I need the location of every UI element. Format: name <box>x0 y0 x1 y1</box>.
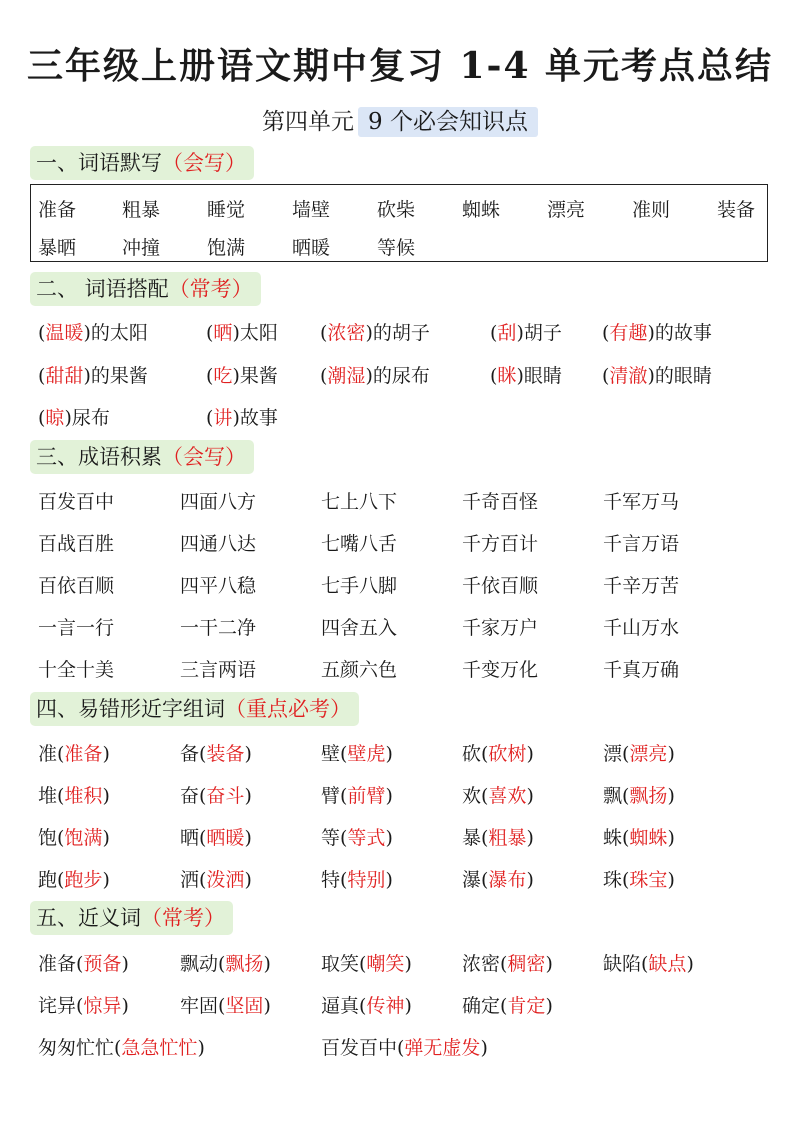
similar-char-item: 瀑(瀑布) <box>462 869 534 891</box>
pairing-item: (温暖)的太阳 <box>38 322 148 344</box>
pairing-item: (浓密)的胡子 <box>320 322 430 344</box>
idiom: 十全十美 <box>38 659 115 681</box>
idiom-row <box>38 571 778 599</box>
similar-char-item: 饱(饱满) <box>38 827 110 849</box>
synonym-row <box>38 1033 778 1061</box>
dictation-word: 准则 <box>632 199 671 221</box>
similar-char-item: 准(准备) <box>38 743 110 765</box>
synonym-item: 浓密(稠密) <box>462 953 553 975</box>
synonym-item: 取笑(嘲笑) <box>321 953 412 975</box>
section-tag: （常考） <box>168 277 253 301</box>
idiom: 三言两语 <box>180 659 257 681</box>
dictation-word: 暴晒 <box>38 237 77 259</box>
synonym-item: 牢固(坚固) <box>180 995 271 1017</box>
unit-highlight: 9 个必会知识点 <box>358 107 538 137</box>
idiom: 千变万化 <box>462 659 539 681</box>
similar-char-item: 晒(晒暖) <box>180 827 252 849</box>
dictation-word: 等候 <box>377 237 416 259</box>
idiom: 五颜六色 <box>321 659 398 681</box>
similar-char-item: 洒(泼洒) <box>180 869 252 891</box>
dictation-word: 晒暖 <box>292 237 331 259</box>
similar-char-item: 飘(飘扬) <box>603 785 675 807</box>
similar-char-item: 堆(堆积) <box>38 785 110 807</box>
dictation-word: 粗暴 <box>122 199 161 221</box>
idiom: 千家万户 <box>462 617 539 639</box>
section-heading-idioms <box>30 440 254 474</box>
similar-char-item: 备(装备) <box>180 743 252 765</box>
similar-char-item: 跑(跑步) <box>38 869 110 891</box>
pairing-item: (甜甜)的果酱 <box>38 365 148 387</box>
dictation-word: 漂亮 <box>547 199 586 221</box>
synonym-item: 匆匆忙忙(急急忙忙) <box>38 1037 205 1059</box>
unit-subtitle <box>0 103 800 136</box>
section-heading-synonyms <box>30 901 233 935</box>
similar-char-item: 欢(喜欢) <box>462 785 534 807</box>
similar-char-item: 蛛(蜘蛛) <box>603 827 675 849</box>
synonym-item: 缺陷(缺点) <box>603 953 694 975</box>
pairing-item: (有趣)的故事 <box>602 322 712 344</box>
idiom-row <box>38 529 778 557</box>
similar-char-item: 等(等式) <box>321 827 393 849</box>
similar-char-item: 漂(漂亮) <box>603 743 675 765</box>
similar-char-row <box>38 823 778 851</box>
idiom: 四平八稳 <box>180 575 257 597</box>
idiom: 千山万水 <box>603 617 680 639</box>
section-heading-pairings <box>30 272 261 306</box>
pairing-item: (眯)眼睛 <box>490 365 562 387</box>
idiom: 千言万语 <box>603 533 680 555</box>
page-title: 三年级上册语文期中复习 1-4 单元考点总结 <box>26 45 774 87</box>
pairing-item: (晾)尿布 <box>38 407 110 429</box>
section-label: 三、成语积累 <box>36 445 162 469</box>
pairing-item: (讲)故事 <box>206 407 278 429</box>
similar-char-item: 特(特别) <box>321 869 393 891</box>
section-label: 四、易错形近字组词 <box>36 697 225 721</box>
synonym-row <box>38 991 778 1019</box>
pairing-item: (潮湿)的尿布 <box>320 365 430 387</box>
similar-char-item: 壁(壁虎) <box>321 743 393 765</box>
idiom: 千依百顺 <box>462 575 539 597</box>
idiom: 百战百胜 <box>38 533 115 555</box>
section-tag: （常考） <box>141 906 225 930</box>
idiom: 七嘴八舌 <box>321 533 398 555</box>
similar-char-row <box>38 739 778 767</box>
idiom-row <box>38 613 778 641</box>
pairing-item: (刮)胡子 <box>490 322 562 344</box>
similar-char-item: 臂(前臂) <box>321 785 393 807</box>
synonym-row <box>38 949 778 977</box>
idiom: 百发百中 <box>38 491 115 513</box>
idiom-row <box>38 655 778 683</box>
similar-char-item: 珠(珠宝) <box>603 869 675 891</box>
section-label: 一、词语默写 <box>36 151 162 175</box>
pairing-item: (吃)果酱 <box>206 365 278 387</box>
dictation-word: 冲撞 <box>122 237 161 259</box>
dictation-word: 砍柴 <box>377 199 416 221</box>
dictation-box <box>30 184 768 262</box>
dictation-word: 装备 <box>717 199 756 221</box>
synonym-item: 诧异(惊异) <box>38 995 129 1017</box>
dictation-word: 准备 <box>38 199 77 221</box>
idiom: 千方百计 <box>462 533 539 555</box>
section-tag: （会写） <box>162 445 246 469</box>
similar-char-row <box>38 865 778 893</box>
dictation-word: 睡觉 <box>207 199 246 221</box>
synonym-item: 百发百中(弹无虚发) <box>321 1037 488 1059</box>
idiom: 千辛万苦 <box>603 575 680 597</box>
synonym-item: 准备(预备) <box>38 953 129 975</box>
synonym-item: 确定(肯定) <box>462 995 553 1017</box>
section-heading-similar-chars <box>30 692 359 726</box>
idiom: 一言一行 <box>38 617 115 639</box>
pairing-row <box>38 318 778 346</box>
idiom: 四舍五入 <box>321 617 398 639</box>
idiom: 一干二净 <box>180 617 257 639</box>
idiom: 七手八脚 <box>321 575 398 597</box>
dictation-word: 墙壁 <box>292 199 331 221</box>
idiom-row <box>38 487 778 515</box>
section-label: 二、 词语搭配 <box>36 277 169 301</box>
synonym-item: 飘动(飘扬) <box>180 953 271 975</box>
synonym-item: 逼真(传神) <box>321 995 412 1017</box>
similar-char-item: 奋(奋斗) <box>180 785 252 807</box>
pairing-item: (晒)太阳 <box>206 322 278 344</box>
similar-char-row <box>38 781 778 809</box>
pairing-row <box>38 361 778 389</box>
section-tag: （会写） <box>162 151 246 175</box>
unit-label: 第四单元 <box>262 109 355 135</box>
idiom: 千奇百怪 <box>462 491 539 513</box>
pairing-row <box>38 403 778 431</box>
similar-char-item: 暴(粗暴) <box>462 827 534 849</box>
idiom: 千真万确 <box>603 659 680 681</box>
section-heading-dictation <box>30 146 254 180</box>
idiom: 百依百顺 <box>38 575 115 597</box>
idiom: 四通八达 <box>180 533 257 555</box>
pairing-item: (清澈)的眼睛 <box>602 365 712 387</box>
dictation-word: 饱满 <box>207 237 246 259</box>
dictation-word: 蜘蛛 <box>462 199 501 221</box>
idiom: 四面八方 <box>180 491 257 513</box>
section-tag: （重点必考） <box>225 697 351 721</box>
similar-char-item: 砍(砍树) <box>462 743 534 765</box>
idiom: 千军万马 <box>603 491 680 513</box>
section-label: 五、近义词 <box>36 906 141 930</box>
idiom: 七上八下 <box>321 491 398 513</box>
